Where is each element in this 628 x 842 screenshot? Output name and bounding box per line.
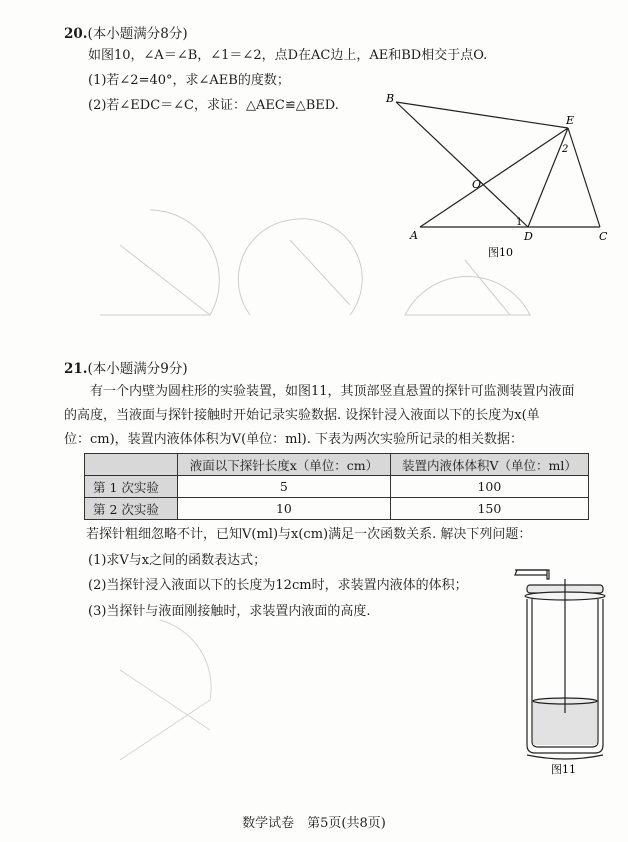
label-E: E [566, 114, 575, 127]
table-cell: 5 [178, 476, 391, 498]
label-C: C [599, 230, 608, 243]
table-header-row [85, 454, 589, 476]
label-D: D [524, 230, 533, 243]
segment-EC [568, 128, 600, 227]
label-O: O [472, 178, 482, 191]
table-row [85, 498, 589, 520]
table-row-label: 第 2 次实验 [85, 498, 178, 520]
figure-10-caption: 图10 [488, 246, 513, 259]
q21-paragraph-line2: 的高度，当液面与探针接触时开始记录实验数据. 设探针浸入液面以下的长度为x(单 [64, 408, 540, 423]
q20-heading [64, 22, 188, 42]
label-2: 2 [562, 144, 569, 155]
figure-11-apparatus [505, 565, 615, 780]
page-footer: 数学试卷 第5页(共8页) [242, 816, 386, 831]
bleed-through-sketch [90, 200, 550, 340]
q21-condition: 若探针粗细忽略不计，已知V(ml)与x(cm)满足一次函数关系. 解决下列问题： [86, 527, 532, 542]
q21-paragraph-line3: 位：cm)，装置内液体体积为V(单位：ml). 下表为两次实验所记录的相关数据： [64, 432, 523, 447]
q21-number: 21. [64, 361, 88, 377]
table-header-cell [85, 454, 178, 476]
q21-part3: (3)当探针与液面刚接触时，求装置内液面的高度. [88, 604, 371, 619]
label-A: A [410, 229, 418, 242]
table-row-label: 第 1 次实验 [85, 476, 178, 498]
table-cell: 150 [390, 498, 588, 520]
q21-heading [64, 357, 188, 377]
q20-score: (本小题满分8分) [87, 26, 188, 42]
table-header-cell: 装置内液体体积V（单位：ml） [390, 454, 588, 476]
q21-paragraph-line1: 有一个内壁为圆柱形的实验装置，如图11，其顶部竖直悬置的探针可监测装置内液面 [90, 384, 575, 399]
experiment-table [84, 453, 589, 520]
figure-11-caption: 图11 [551, 763, 576, 776]
label-1: 1 [516, 217, 523, 228]
q20-number: 20. [64, 26, 88, 42]
segment-BE [396, 102, 568, 128]
table-cell: 100 [390, 476, 588, 498]
q20-stem: 如图10，∠A＝∠B，∠1＝∠2，点D在AC边上，AE和BD相交于点O. [88, 48, 488, 63]
q21-score: (本小题满分9分) [87, 361, 188, 377]
q21-part2: (2)当探针浸入液面以下的长度为12cm时，求装置内液体的体积； [88, 578, 468, 593]
q20-part2: (2)若∠EDC＝∠C，求证：△AEC≌△BED. [88, 98, 339, 113]
bleed-through-sketch-lower [100, 610, 260, 770]
table-cell: 10 [178, 498, 391, 520]
q20-part1: (1)若∠2=40°，求∠AEB的度数； [88, 73, 290, 88]
label-B: B [386, 92, 395, 105]
q21-part1: (1)求V与x之间的函数表达式； [88, 553, 267, 568]
table-row [85, 476, 589, 498]
table-header-cell: 液面以下探针长度x（单位：cm） [178, 454, 391, 476]
